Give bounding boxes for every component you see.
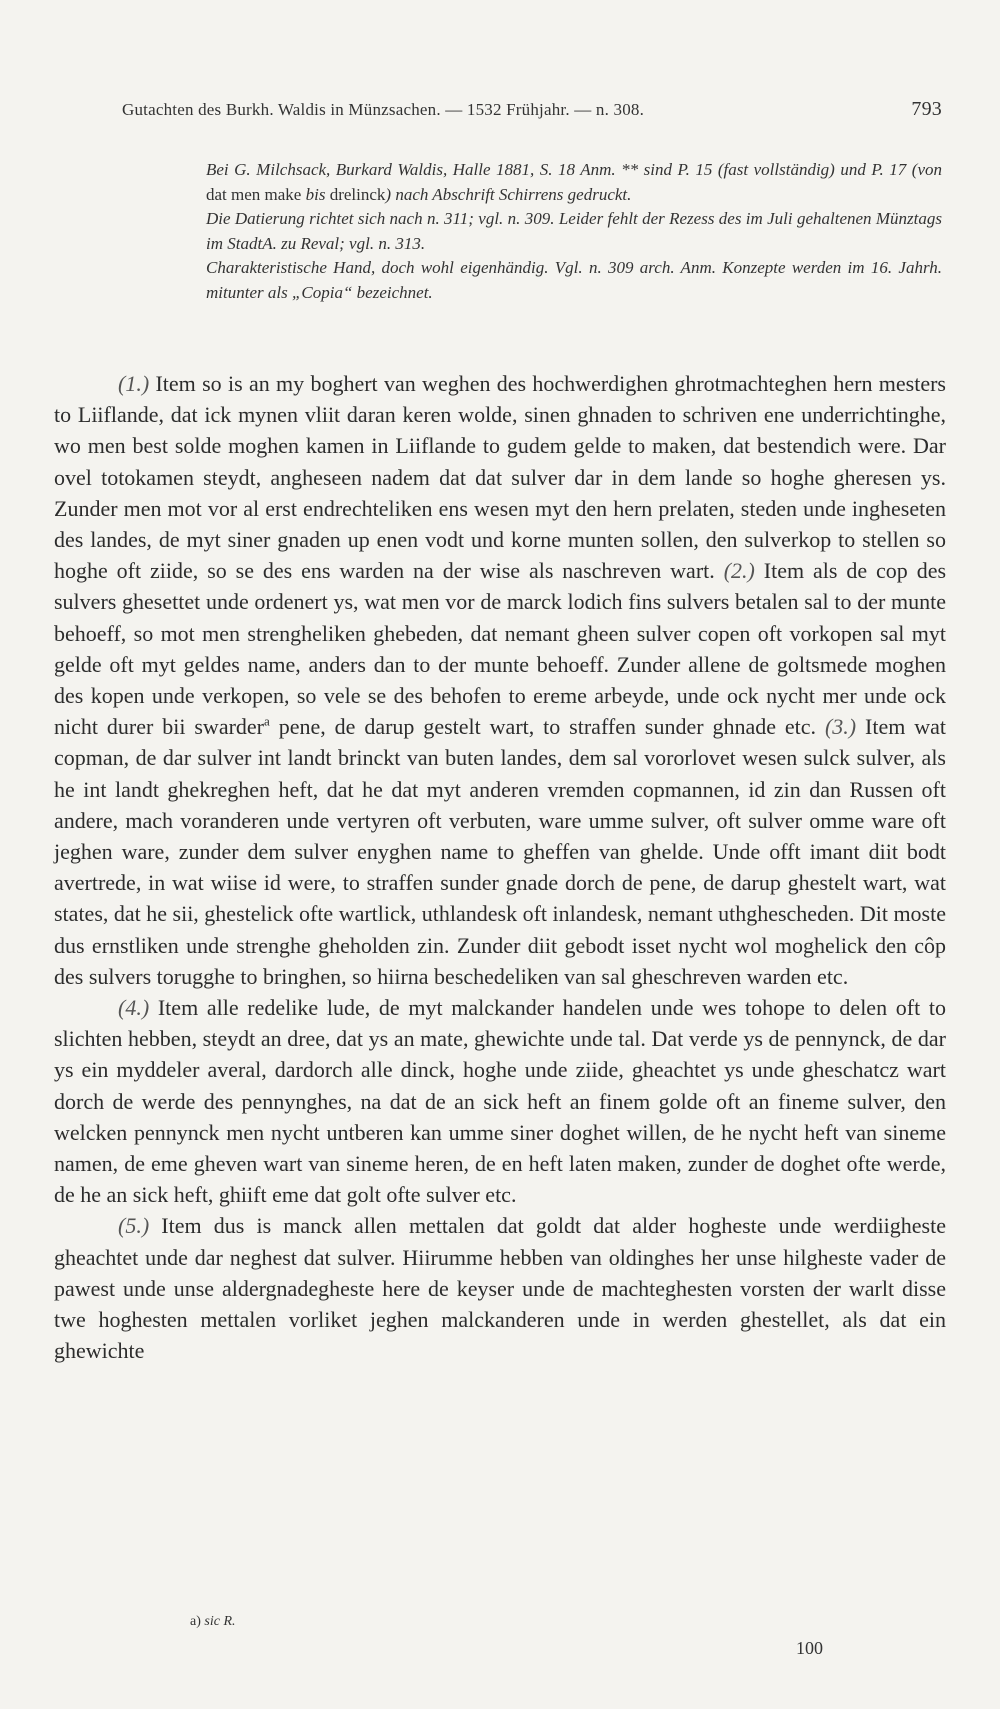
running-header (122, 98, 942, 121)
paragraph-1-text-d: Item wat copman, de dar sulver int landt brinckt van buten landes, dem sal vororlovet wesen sulck sulver, als he int landt ghekreghen heft, dat he dat myt anderen vremden copmannen, id zin dan Russen oft andere, mach voranderen unde vertyren oft verbuten, ware umme sulver, oft sulver omme ware oft jeghen ware, zunder dem sulver enyghen name to gheffen van ghelde. Unde offt imant diit bodt avertrede, in wat wiise id were, to straffen sunder gnade dorch de pene, de darup ghestelt wart, wat states, dat he sii, ghestelick ofte wartlick, uthlandesk oft inlandesk, nemant uthghescheden. Dit moste dus ernstliken unde strenghe gheholden zin. Zunder diit gebodt isset nycht wol moghelick den côp des sulvers torugghe to bringhen, so hiirna beschedeliken van sal gheschreven warden etc. (54, 714, 947, 989)
paragraph-3 (54, 1210, 946, 1366)
editorial-notes (206, 158, 942, 305)
section-number-4: (4.) (118, 995, 150, 1021)
note-edition-text-c: bis (305, 184, 326, 204)
note-dating: Die Datierung richtet sich nach n. 311; vgl. n. 309. Leider fehlt der Rezess des im Juli gehaltenen Münztags im StadtA. zu Reval; vgl. n. 313. (206, 209, 942, 253)
paragraph-1 (54, 368, 946, 992)
paragraph-1-text-a: Item so is an my boghert van weghen des hochwerdighen ghrotmachteghen hern mesters to Liiflande, dat ick mynen vliit daran keren wolde, sinen ghnaden to schriven ene underrichtinghe, wo men best solde moghen kamen in Liiflande to gudem gelde to maken, dat bestendich were. Dar ovel totokamen steydt, angheseen nadem dat dat sulver dar in dem lande so hoghe gheresen ys. Zunder men mot vor al erst endrechteliken ens wesen myt den hern prelaten, steden unde ingheseten des landes, de myt siner gnaden up enen vodt und korne munten sollen, den sulverkop to stellen so hoghe oft ziide, so se des ens warden na der wise als naschreven wart. (54, 371, 946, 584)
paragraph-3-text: Item dus is manck allen mettalen dat goldt dat alder hogheste unde werdiigheste gheachtet unde dar neghest dat sulver. Hiirumme hebben van oldinghes her unse hilgheste vader de pawest unde unse aldergnadegheste here de keyser unde de machteghesten vorsten der warlt disse twe hoghesten mettalen vorliket jeghen malckanderen unde in werden ghestellet, als dat ein ghewichte (54, 1213, 946, 1364)
paragraph-1-text-c: pene, de darup gestelt wart, to straffen sunder ghnade etc. (278, 714, 817, 740)
page-number: 793 (911, 98, 942, 120)
section-number-5: (5.) (118, 1213, 150, 1239)
note-edition-text-e: ) nach Abschrift Schirrens gedruckt. (385, 184, 632, 204)
main-text (54, 368, 946, 1367)
footnote-mark: a) (190, 1614, 201, 1629)
footnote (190, 1614, 236, 1630)
section-number-3: (3.) (824, 714, 857, 740)
footnote-text: sic R. (204, 1614, 236, 1629)
note-edition-text-d: drelinck (329, 184, 386, 204)
note-edition (206, 158, 942, 207)
note-edition-text-b: dat men make (206, 184, 302, 204)
paragraph-2-text: Item alle redelike lude, de myt malckander handelen unde wes tohope to delen oft to slichten hebben, steydt an dree, dat ys an mate, ghewichte unde tal. Dat verde ys de pennynck, de dar ys ein myddeler averal, dardorch alle dinck, hoghe unde ziide, gheachtet ys unde gheschatcz wart dorch de werde des pennynghes, na dat de an sick heft an finem golde oft an fineme sulver, den welcken pennynck men nycht untberen kan umme siner doghet willen, de he nycht heft van sineme namen, de eme gheven wart van sineme heren, de en heft laten maken, zunder de doghet ofte werde, de he an sick heft, ghiift eme dat golt ofte sulver etc. (54, 995, 946, 1208)
signature-mark: 100 (796, 1638, 823, 1658)
note-edition-text-a: Bei G. Milchsack, Burkard Waldis, Halle 1881, S. 18 Anm. ** sind P. 15 (fast vollständig) und P. 17 (von (206, 160, 942, 179)
note-hand: Charakteristische Hand, doch wohl eigenhändig. Vgl. n. 309 arch. Anm. Konzepte werden im 16. Jahrh. mitunter als „Copia“ bezeichnet. (206, 258, 942, 302)
running-title: Gutachten des Burkh. Waldis in Münzsachen. — 1532 Frühjahr. — n. 308. (122, 100, 645, 119)
section-number-2: (2.) (723, 558, 755, 584)
paragraph-1-text-b: Item als de cop des sulvers ghesettet unde ordenert ys, wat men vor de marck lodich fins sulvers betalen sal to der munte behoeff, so mot men strengheliken ghebeden, dat nemant gheen sulver copen oft vorkopen sal myt gelde oft myt geldes name, anders dan to der munte behoeff. Zunder allene de goltsmede moghen des kopen unde verkopen, so vele se des behofen to ereme arbeyde, unde ock nycht mer unde ock nicht durer bii swarder (54, 558, 947, 740)
paragraph-2 (54, 992, 946, 1210)
section-number-1: (1.) (118, 371, 150, 396)
footnote-ref-a: a (264, 713, 270, 729)
